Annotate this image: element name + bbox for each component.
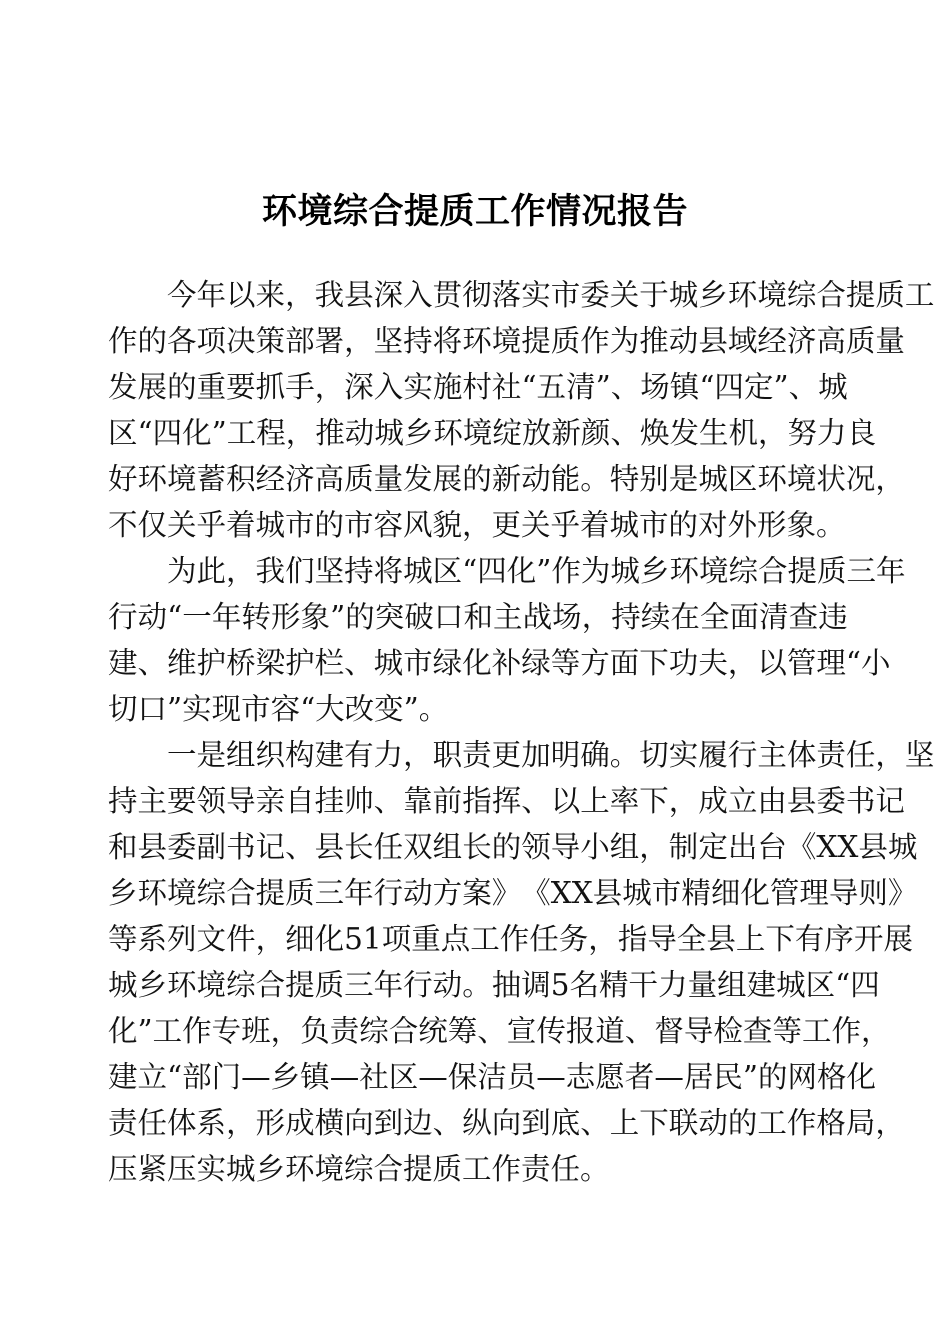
text-line: 化 ” 工 作 专 班 ， 负 责 综 合 统 筹 、 宣 传 报 道 、 督 导 检 查 等 工 作 ，: [108, 1014, 891, 1048]
text-line: 责 任 体 系 ， 形 成 横 向 到 边 、 纵 向 到 底 、 上 下 联 动 的 工 作 格 局 ，: [108, 1106, 905, 1140]
text-line: 持 主 要 领 导 亲 自 挂 帅 、 靠 前 指 挥 、 以 上 率 下 ， 成 立 由 县 委 书 记: [108, 784, 905, 818]
text-line: 好 环 境 蓄 积 经 济 高 质 量 发 展 的 新 动 能 。 特 别 是 城 区 环 境 状 况 ，: [108, 462, 905, 496]
text-line: 不仅关乎着城市的市容风貌，更关乎着城市的对外形象。: [108, 508, 846, 542]
text-line: 发 展 的 重 要 抓 手 ， 深 入 实 施 村 社 “ 五 清 ” 、 场 镇 “ 四 定 ” 、 城: [108, 370, 848, 404]
text-line: 城 乡 环 境 综 合 提 质 三 年 行 动 。 抽 调 5 名 精 干 力 量 组 建 城 区 “ 四: [108, 968, 880, 1002]
text-line: 和 县 委 副 书 记 、 县 长 任 双 组 长 的 领 导 小 组 ， 制 定 出 台 《 X X 县 城: [108, 830, 918, 864]
text-line: 切口”实现市容“大改变”。: [108, 692, 449, 726]
document-body: [108, 272, 935, 1192]
text-line: 区 “ 四 化 ” 工 程 ， 推 动 城 乡 环 境 绽 放 新 颜 、 焕 发 生 机 ， 努 力 良: [108, 416, 877, 450]
paragraph: [108, 732, 935, 1192]
text-line: 压紧压实城乡环境综合提质工作责任。: [108, 1152, 610, 1186]
text-line: 等 系 列 文 件 ， 细 化 5 1 项 重 点 工 作 任 务 ， 指 导 全 县 上 下 有 序 开 展: [108, 922, 913, 956]
text-line: 为 此 ， 我 们 坚 持 将 城 区 “ 四 化 ” 作 为 城 乡 环 境 综 合 提 质 三 年: [167, 554, 906, 588]
text-line: 建 、 维 护 桥 梁 护 栏 、 城 市 绿 化 补 绿 等 方 面 下 功 夫 ， 以 管 理 “ 小: [108, 646, 891, 680]
text-line: 一 是 组 织 构 建 有 力 ， 职 责 更 加 明 确 。 切 实 履 行 主 体 责 任 ， 坚: [167, 738, 935, 772]
paragraph: [108, 548, 906, 732]
page-title: 环境综合提质工作情况报告: [261, 192, 688, 232]
text-line: 乡 环 境 综 合 提 质 三 年 行 动 方 案 》 《 X X 县 城 市 精 细 化 管 理 导 则 》: [108, 876, 918, 910]
paragraph: [108, 272, 935, 548]
text-line: 今 年 以 来 ， 我 县 深 入 贯 彻 落 实 市 委 关 于 城 乡 环 境 综 合 提 质 工: [167, 278, 935, 312]
text-line: 建 立 “ 部 门 — 乡 镇 — 社 区 — 保 洁 员 — 志 愿 者 — 居 民 ” 的 网 格 化: [108, 1060, 876, 1094]
text-line: 行 动 “ 一 年 转 形 象 ” 的 突 破 口 和 主 战 场 ， 持 续 在 全 面 清 查 违: [108, 600, 848, 634]
text-line: 作 的 各 项 决 策 部 署 ， 坚 持 将 环 境 提 质 作 为 推 动 县 域 经 济 高 质 量: [108, 324, 905, 358]
